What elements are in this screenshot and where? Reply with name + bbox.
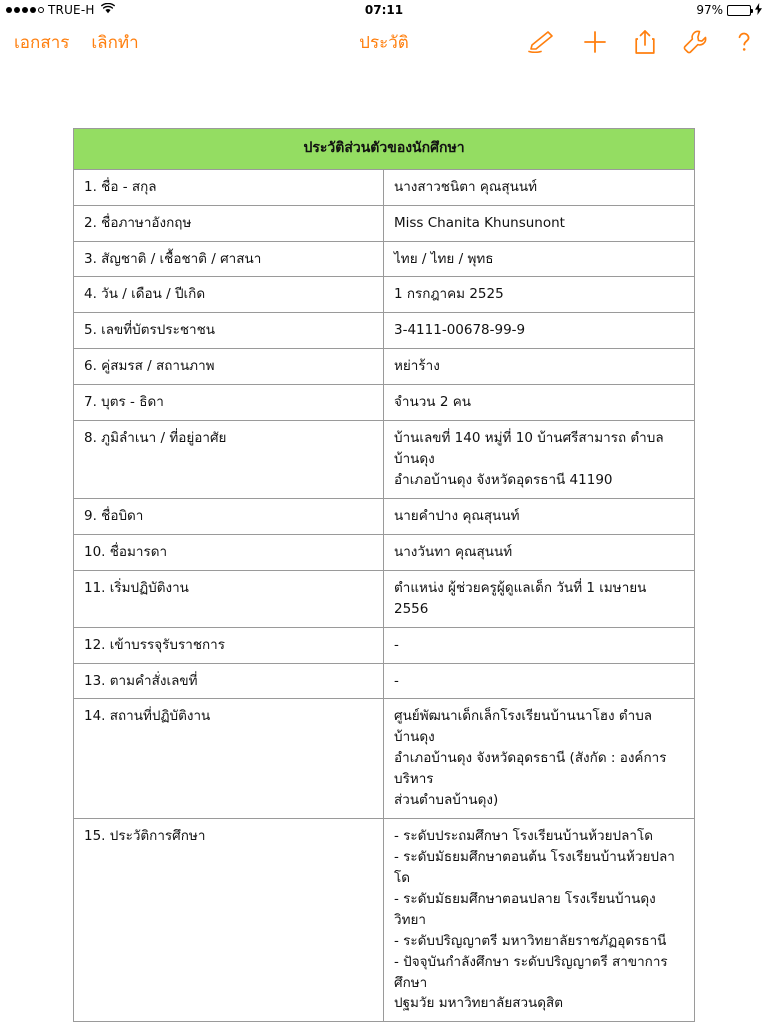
row-value	[384, 349, 695, 385]
tools-icon[interactable]	[682, 29, 708, 55]
table-row	[74, 277, 695, 313]
row-value-line: อำเภอบ้านดุง จังหวัดอุดรธานี (สังกัด : องค์การบริหาร	[394, 750, 667, 788]
table-row	[74, 313, 695, 349]
row-value	[384, 663, 695, 699]
row-value	[384, 313, 695, 349]
row-label: 7. บุตร - ธิดา	[74, 385, 384, 421]
row-value	[384, 627, 695, 663]
row-value-line: อำเภอบ้านดุง จังหวัดอุดรธานี 41190	[394, 471, 613, 488]
add-icon[interactable]	[582, 29, 608, 55]
documents-button[interactable]: เอกสาร	[14, 32, 70, 53]
row-value-line: ปฐมวัย มหาวิทยาลัยสวนดุสิต	[394, 995, 564, 1012]
row-value	[384, 534, 695, 570]
row-value-line: นายคำปาง คุณสุนนท์	[394, 507, 520, 524]
navigation-bar	[0, 20, 768, 64]
table-header-row	[74, 129, 695, 170]
row-value-line: - ระดับปริญญาตรี มหาวิทยาลัยราชภัฏอุดรธานี	[394, 932, 667, 949]
row-value	[384, 421, 695, 499]
table-row	[74, 819, 695, 1022]
annotate-icon[interactable]	[528, 31, 556, 53]
table-row	[74, 205, 695, 241]
row-label: 1. ชื่อ - สกุล	[74, 169, 384, 205]
row-label: 6. คู่สมรส / สถานภาพ	[74, 349, 384, 385]
profile-table-body	[74, 129, 695, 1022]
help-icon[interactable]	[734, 29, 754, 55]
table-title: ประวัติส่วนตัวของนักศึกษา	[74, 129, 695, 170]
row-value	[384, 498, 695, 534]
row-label: 15. ประวัติการศึกษา	[74, 819, 384, 1022]
row-value-line: Miss Chanita Khunsunont	[394, 214, 565, 231]
navigation-right-group	[528, 29, 754, 55]
row-value-line: บ้านเลขที่ 140 หมู่ที่ 10 บ้านศรีสามารถ ตำบลบ้านดุง	[394, 430, 664, 468]
battery-percentage-label: 97%	[696, 3, 723, 17]
status-bar	[0, 0, 768, 20]
row-label: 2. ชื่อภาษาอังกฤษ	[74, 205, 384, 241]
row-value	[384, 169, 695, 205]
table-row	[74, 627, 695, 663]
table-row	[74, 169, 695, 205]
table-row	[74, 241, 695, 277]
table-row	[74, 663, 695, 699]
row-label: 13. ตามคำสั่งเลขที่	[74, 663, 384, 699]
undo-button[interactable]: เลิกทำ	[91, 32, 139, 53]
row-value-line: จำนวน 2 คน	[394, 394, 471, 411]
row-value	[384, 570, 695, 627]
profile-table	[73, 128, 695, 1022]
row-value-line: - ระดับประถมศึกษา โรงเรียนบ้านห้วยปลาโด	[394, 828, 653, 845]
row-value	[384, 385, 695, 421]
table-row	[74, 349, 695, 385]
row-value-line: ไทย / ไทย / พุทธ	[394, 250, 494, 267]
row-label: 3. สัญชาติ / เชื้อชาติ / ศาสนา	[74, 241, 384, 277]
page-title: ประวัติ	[359, 32, 409, 53]
row-value-line: ตำแหน่ง ผู้ช่วยครูผู้ดูแลเด็ก วันที่ 1 เมษายน 2556	[394, 579, 647, 617]
row-value-line: ส่วนตำบลบ้านดุง)	[394, 792, 499, 809]
table-row	[74, 421, 695, 499]
row-value-line: - ระดับมัธยมศึกษาตอนต้น โรงเรียนบ้านห้วยปลาโด	[394, 848, 675, 886]
row-value-line: 1 กรกฎาคม 2525	[394, 286, 504, 303]
carrier-label: TRUE-H	[48, 3, 95, 17]
status-bar-clock: 07:11	[364, 3, 404, 17]
row-label: 8. ภูมิลำเนา / ที่อยู่อาศัย	[74, 421, 384, 499]
table-row	[74, 534, 695, 570]
row-value-line: -	[394, 636, 399, 653]
table-row	[74, 498, 695, 534]
row-value	[384, 205, 695, 241]
row-value	[384, 699, 695, 819]
row-label: 5. เลขที่บัตรประชาชน	[74, 313, 384, 349]
row-value	[384, 277, 695, 313]
row-label: 14. สถานที่ปฏิบัติงาน	[74, 699, 384, 819]
row-value-line: นางวันทา คุณสุนนท์	[394, 543, 513, 560]
row-value	[384, 819, 695, 1022]
row-value-line: หย่าร้าง	[394, 358, 440, 375]
navigation-left-group	[14, 29, 139, 56]
share-icon[interactable]	[634, 29, 656, 55]
table-row	[74, 570, 695, 627]
row-label: 9. ชื่อบิดา	[74, 498, 384, 534]
table-row	[74, 699, 695, 819]
row-value	[384, 241, 695, 277]
row-value-line: ศูนย์พัฒนาเด็กเล็กโรงเรียนบ้านนาโฮง ตำบลบ้านดุง	[394, 708, 653, 746]
row-value-line: 3-4111-00678-99-9	[394, 322, 526, 339]
row-label: 10. ชื่อมารดา	[74, 534, 384, 570]
battery-icon	[727, 5, 751, 16]
row-label: 4. วัน / เดือน / ปีเกิด	[74, 277, 384, 313]
table-row	[74, 385, 695, 421]
row-value-line: - ระดับมัธยมศึกษาตอนปลาย โรงเรียนบ้านดุงวิทยา	[394, 890, 656, 928]
row-value-line: - ปัจจุบันกำลังศึกษา ระดับปริญญาตรี สาขาการศึกษา	[394, 953, 668, 991]
row-value-line: นางสาวชนิตา คุณสุนนท์	[394, 178, 537, 195]
document-canvas	[0, 64, 768, 1022]
row-value-line: -	[394, 672, 399, 689]
row-label: 12. เข้าบรรจุรับราชการ	[74, 627, 384, 663]
row-label: 11. เริ่มปฏิบัติงาน	[74, 570, 384, 627]
